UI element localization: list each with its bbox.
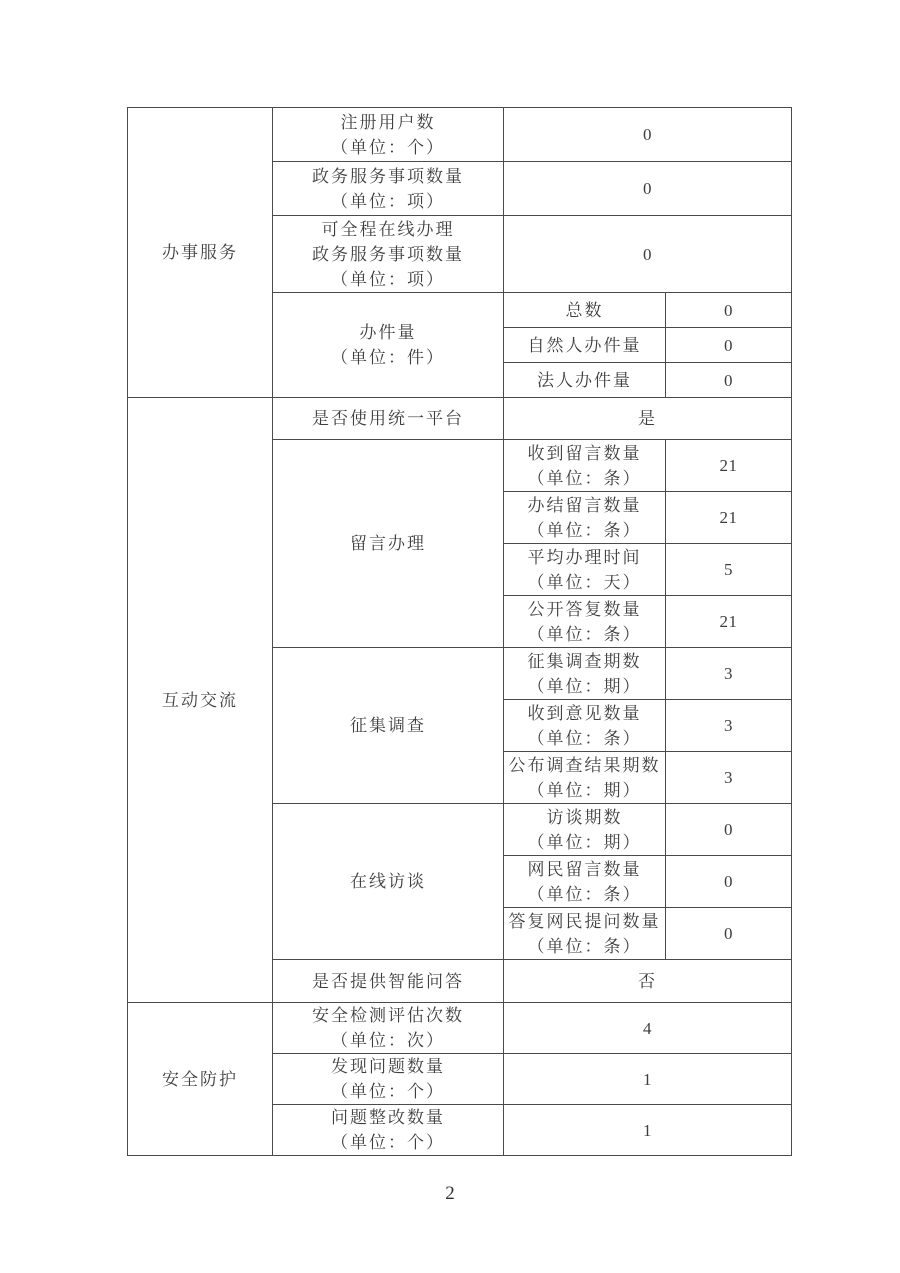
submetric-value: 0 bbox=[666, 908, 792, 960]
metric-unit: （单位：条） bbox=[527, 520, 642, 540]
submetric-label-opinions-received bbox=[504, 700, 666, 752]
metric-value: 0 bbox=[504, 216, 792, 293]
submetric-value: 0 bbox=[666, 804, 792, 856]
submetric-label-total: 总数 bbox=[504, 293, 666, 328]
metric-unit: （单位：天） bbox=[527, 572, 642, 592]
metric-unit: （单位：条） bbox=[527, 624, 642, 644]
metric-label: 公布调查结果期数 bbox=[508, 755, 661, 775]
group-label-surveys: 征集调查 bbox=[273, 648, 504, 804]
submetric-label-questions-answered bbox=[504, 908, 666, 960]
metric-label: 问题整改数量 bbox=[331, 1108, 445, 1127]
section-label-text: 互动交流 bbox=[162, 690, 238, 710]
submetric-value: 3 bbox=[666, 648, 792, 700]
metric-label-unified-platform: 是否使用统一平台 bbox=[273, 398, 504, 440]
group-unit: （单位：件） bbox=[331, 348, 445, 367]
submetric-value: 0 bbox=[666, 328, 792, 363]
section-label-interaction bbox=[128, 398, 273, 1003]
section-label-security bbox=[128, 1003, 273, 1156]
table-row bbox=[128, 1003, 792, 1054]
table-row bbox=[128, 398, 792, 440]
section-label-text: 安全防护 bbox=[162, 1069, 238, 1089]
metric-unit: （单位：项） bbox=[331, 191, 445, 211]
submetric-label-netizen-messages bbox=[504, 856, 666, 908]
metric-label: 收到留言数量 bbox=[527, 443, 642, 463]
submetric-value: 21 bbox=[666, 492, 792, 544]
submetric-label-natural-person: 自然人办件量 bbox=[504, 328, 666, 363]
submetric-value: 0 bbox=[666, 293, 792, 328]
metric-value: 是 bbox=[504, 398, 792, 440]
metric-unit: （单位：个） bbox=[331, 1133, 445, 1152]
submetric-value: 21 bbox=[666, 440, 792, 492]
metric-unit: （单位：项） bbox=[331, 269, 445, 289]
submetric-label-interview-periods bbox=[504, 804, 666, 856]
submetric-label-survey-periods bbox=[504, 648, 666, 700]
submetric-value: 21 bbox=[666, 596, 792, 648]
metric-value: 4 bbox=[504, 1003, 792, 1054]
metric-label-service-items bbox=[273, 162, 504, 216]
metric-label: 公开答复数量 bbox=[527, 599, 642, 619]
metric-unit: （单位：条） bbox=[527, 728, 642, 748]
metric-label: 发现问题数量 bbox=[331, 1057, 445, 1076]
metric-label-security-assessments bbox=[273, 1003, 504, 1054]
metric-value: 1 bbox=[504, 1105, 792, 1156]
metric-label-problems-rectified bbox=[273, 1105, 504, 1156]
metric-label: 网民留言数量 bbox=[527, 859, 642, 879]
metric-value: 否 bbox=[504, 960, 792, 1003]
metric-label: 答复网民提问数量 bbox=[508, 911, 661, 931]
metric-value: 0 bbox=[504, 162, 792, 216]
metric-label: 安全检测评估次数 bbox=[312, 1006, 464, 1025]
submetric-value: 3 bbox=[666, 700, 792, 752]
submetric-label-messages-completed bbox=[504, 492, 666, 544]
submetric-label-messages-received bbox=[504, 440, 666, 492]
metric-label-line2: 政务服务事项数量 bbox=[312, 244, 464, 264]
table-row bbox=[128, 108, 792, 162]
metric-unit: （单位：个） bbox=[331, 1082, 445, 1101]
metric-unit: （单位：条） bbox=[527, 936, 642, 956]
submetric-label-results-published bbox=[504, 752, 666, 804]
metric-unit: （单位：期） bbox=[527, 832, 642, 852]
metric-unit: （单位：期） bbox=[527, 676, 642, 696]
group-label-online-interviews: 在线访谈 bbox=[273, 804, 504, 960]
group-label-message-handling: 留言办理 bbox=[273, 440, 504, 648]
metric-value: 1 bbox=[504, 1054, 792, 1105]
metric-unit: （单位：次） bbox=[331, 1031, 445, 1050]
metric-label: 注册用户数 bbox=[340, 112, 436, 132]
submetric-label-avg-handling-time bbox=[504, 544, 666, 596]
submetric-value: 0 bbox=[666, 856, 792, 908]
metric-label-line1: 可全程在线办理 bbox=[321, 219, 455, 239]
metric-label: 收到意见数量 bbox=[527, 703, 642, 723]
metric-label: 办结留言数量 bbox=[527, 495, 642, 515]
metric-unit: （单位：期） bbox=[527, 780, 642, 800]
metric-label: 访谈期数 bbox=[546, 807, 623, 827]
page-number: 2 bbox=[445, 1183, 455, 1204]
section-label-text: 办事服务 bbox=[162, 243, 238, 262]
metric-label-registered-users bbox=[273, 108, 504, 162]
metric-label: 平均办理时间 bbox=[527, 547, 642, 567]
submetric-value: 3 bbox=[666, 752, 792, 804]
group-label: 办件量 bbox=[359, 323, 417, 342]
submetric-value: 5 bbox=[666, 544, 792, 596]
metric-unit: （单位：个） bbox=[331, 137, 445, 157]
section-label-service bbox=[128, 108, 273, 398]
metric-value: 0 bbox=[504, 108, 792, 162]
group-label-case-volume bbox=[273, 293, 504, 398]
metric-unit: （单位：条） bbox=[527, 884, 642, 904]
metric-label: 征集调查期数 bbox=[527, 651, 642, 671]
metric-label-problems-found bbox=[273, 1054, 504, 1105]
submetric-value: 0 bbox=[666, 363, 792, 398]
annual-report-table bbox=[127, 107, 792, 1156]
metric-label-smart-qa: 是否提供智能问答 bbox=[273, 960, 504, 1003]
submetric-label-legal-person: 法人办件量 bbox=[504, 363, 666, 398]
submetric-label-public-replies bbox=[504, 596, 666, 648]
metric-unit: （单位：条） bbox=[527, 468, 642, 488]
metric-label: 政务服务事项数量 bbox=[312, 166, 464, 186]
metric-label-online-service-items bbox=[273, 216, 504, 293]
